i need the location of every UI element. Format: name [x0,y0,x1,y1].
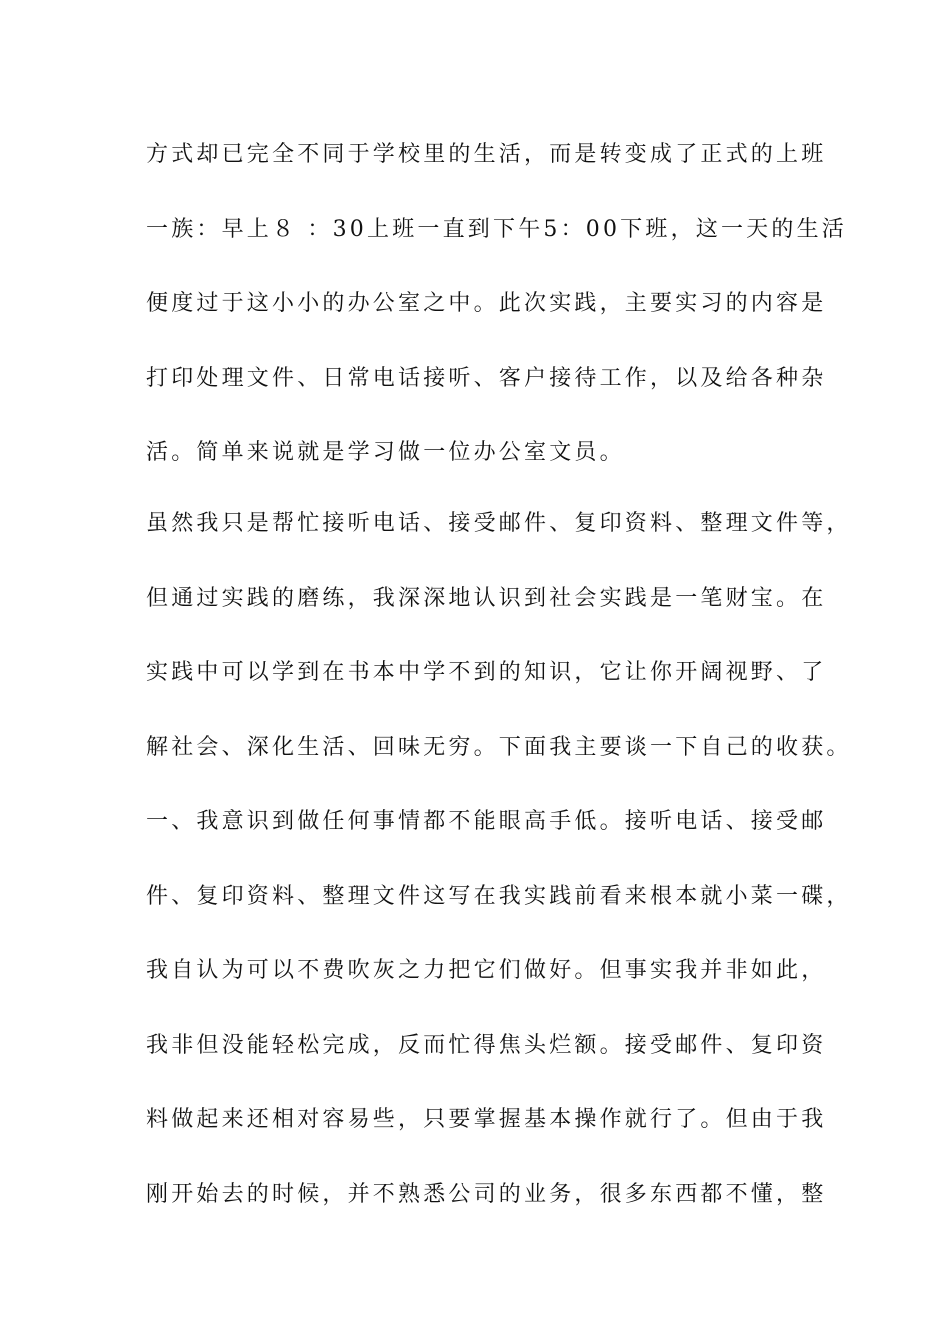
text-line: 一、我意识到做任何事情都不能眼高手低。接听电话、接受邮 [146,809,827,834]
text-line: 解社会、深化生活、回味无穷。下面我主要谈一下自己的收获。 [146,734,852,760]
text-line: 我非但没能轻松完成，反而忙得焦头烂额。接受邮件、复印资 [146,1032,827,1058]
text-line: 虽然我只是帮忙接听电话、接受邮件、复印资料、整理文件等， [146,511,852,536]
text-line: 但通过实践的磨练，我深深地认识到社会实践是一笔财宝。在 [146,585,827,611]
text-line: 件、复印资料、整理文件这写在我实践前看来根本就小菜一碟， [146,883,852,909]
text-line: 活。简单来说就是学习做一位办公室文员。 [146,440,625,465]
text-line: 一族：早上８ ：30上班一直到下午5：00下班，这一天的生活 [146,216,847,242]
text-line: 我自认为可以不费吹灰之力把它们做好。但事实我并非如此， [146,958,827,983]
text-line: 刚开始去的时候，并不熟悉公司的业务，很多东西都不懂，整 [146,1181,827,1207]
text-line: 方式却已完全不同于学校里的生活，而是转变成了正式的上班 [146,142,827,167]
text-line: 打印处理文件、日常电话接听、客户接待工作，以及给各种杂 [146,365,827,391]
text-line: 实践中可以学到在书本中学不到的知识，它让你开阔视野、了 [146,660,827,685]
text-line: 料做起来还相对容易些，只要掌握基本操作就行了。但由于我 [146,1107,827,1132]
text-line: 便度过于这小小的办公室之中。此次实践，主要实习的内容是 [146,291,827,316]
body-text [146,132,852,1246]
